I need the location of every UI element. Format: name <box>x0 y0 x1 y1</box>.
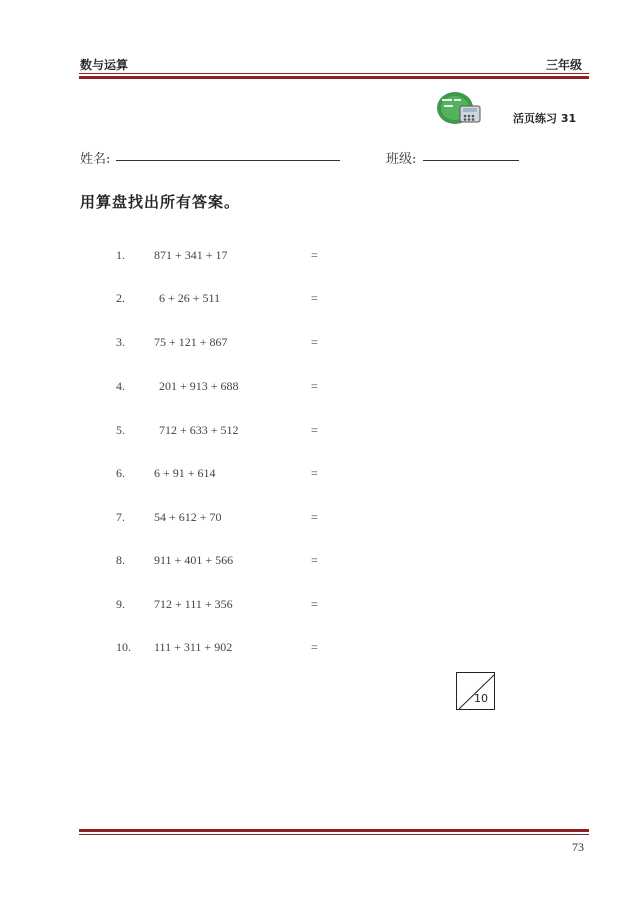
question-expression: 712 + 111 + 356 <box>154 597 233 611</box>
question-number: 6. <box>116 466 125 480</box>
equals-sign: = <box>311 248 318 262</box>
name-label: 姓名: <box>80 152 111 167</box>
calculator-board-icon <box>436 88 482 128</box>
score-box[interactable] <box>456 672 495 710</box>
footer-rule-thick <box>79 829 589 832</box>
grade-label: 三年级 <box>546 58 583 72</box>
question-expression: 6 + 91 + 614 <box>154 466 216 480</box>
question-number: 2. <box>116 291 125 305</box>
question-expression: 75 + 121 + 867 <box>154 335 228 349</box>
equals-sign: = <box>311 466 318 480</box>
question-number: 3. <box>116 335 125 349</box>
question-number: 4. <box>116 379 125 393</box>
class-label: 班级: <box>386 152 417 167</box>
equals-sign: = <box>311 640 318 654</box>
question-number: 8. <box>116 553 125 567</box>
question-expression: 201 + 913 + 688 <box>159 379 239 393</box>
question-number: 1. <box>116 248 125 262</box>
question-expression: 712 + 633 + 512 <box>159 423 239 437</box>
header-rule-thin <box>79 73 589 74</box>
question-expression: 111 + 311 + 902 <box>154 640 233 654</box>
equals-sign: = <box>311 597 318 611</box>
class-field[interactable] <box>423 160 519 161</box>
equals-sign: = <box>311 291 318 305</box>
footer-rule-thin <box>79 834 589 835</box>
equals-sign: = <box>311 510 318 524</box>
question-expression: 6 + 26 + 511 <box>159 291 221 305</box>
question-expression: 911 + 401 + 566 <box>154 553 234 567</box>
page-number: 73 <box>572 840 584 854</box>
equals-sign: = <box>311 423 318 437</box>
question-number: 7. <box>116 510 125 524</box>
question-expression: 871 + 341 + 17 <box>154 248 228 262</box>
worksheet-label: 活页练习 31 <box>513 112 577 125</box>
question-number: 5. <box>116 423 125 437</box>
question-number: 10. <box>116 640 131 654</box>
question-expression: 54 + 612 + 70 <box>154 510 222 524</box>
name-field[interactable] <box>116 160 340 161</box>
equals-sign: = <box>311 335 318 349</box>
equals-sign: = <box>311 379 318 393</box>
subject-title: 数与运算 <box>80 58 129 72</box>
question-number: 9. <box>116 597 125 611</box>
header-rule-thick <box>79 76 589 79</box>
equals-sign: = <box>311 553 318 567</box>
instruction-text: 用算盘找出所有答案。 <box>80 193 241 211</box>
score-total: 10 <box>474 692 488 705</box>
